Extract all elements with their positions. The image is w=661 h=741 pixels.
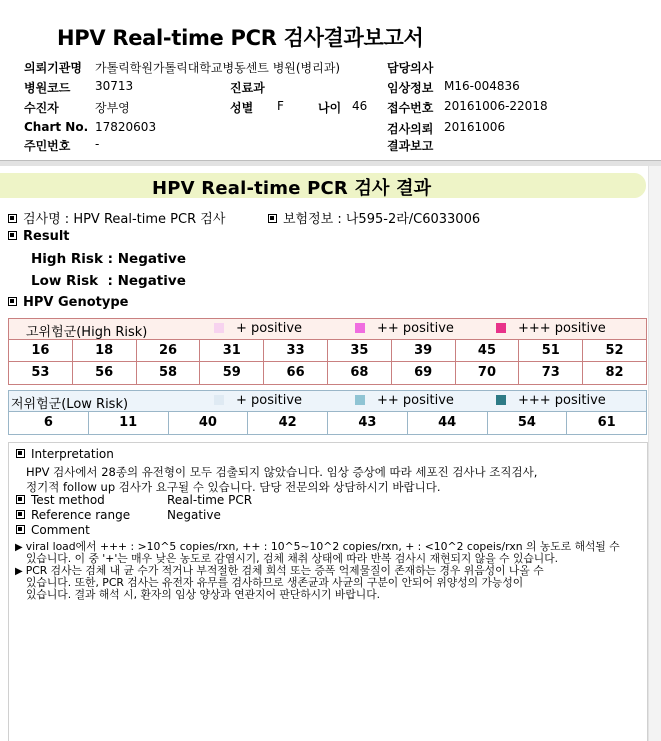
legend-swatch-deep-pink bbox=[496, 323, 506, 333]
legend-swatch-magenta bbox=[355, 323, 365, 333]
insurance-info: 보험정보 : 나595-2라/C6033006 bbox=[283, 212, 481, 227]
field-value-requesting-institution: 가톨릭학원가톨릭대학교병동센트 병원(병리과) bbox=[95, 61, 341, 75]
insurance-line bbox=[268, 208, 480, 227]
field-label-patient: 수진자 bbox=[24, 101, 59, 115]
low-risk-result: Low Risk : Negative bbox=[31, 273, 186, 289]
report-title: HPV Real-time PCR 검사결과보고서 bbox=[57, 26, 424, 50]
genotype-cell: 51 bbox=[519, 340, 583, 361]
genotype-cell: 6 bbox=[9, 412, 89, 434]
genotype-cell: 45 bbox=[456, 340, 520, 361]
legend-plus-plus bbox=[355, 321, 454, 336]
legend-label: +++ positive bbox=[518, 393, 606, 408]
legend-swatch-light-pink bbox=[214, 323, 224, 333]
legend-swatch-dark-teal bbox=[496, 395, 506, 405]
field-label-department: 진료과 bbox=[230, 81, 265, 95]
result-heading-line bbox=[8, 229, 70, 244]
legend-plus-plus bbox=[355, 393, 454, 408]
genotype-cell: 61 bbox=[597, 415, 616, 430]
comment-line-5: 있습니다. 결과 해석 시, 환자의 임상 양상과 연관지어 판단하시기 바랍니다. bbox=[26, 588, 381, 601]
reference-range-value: Negative bbox=[167, 508, 221, 522]
field-label-requesting-institution: 의뢰기관명 bbox=[24, 61, 82, 75]
legend-label: + positive bbox=[236, 393, 303, 408]
comment-text: viral load에서 +++ : >10^5 copies/rxn, ++ : 10^5~10^2 copies/rxn, + : <10^2 copeis/rxn 의 농도로 해석될 수 bbox=[25, 540, 620, 553]
square-bullet-icon bbox=[8, 297, 17, 306]
legend-plus bbox=[214, 393, 302, 408]
square-bullet-icon bbox=[16, 449, 25, 458]
square-bullet-icon bbox=[8, 214, 17, 223]
genotype-cell: 54 bbox=[488, 412, 568, 434]
genotype-cell: 33 bbox=[264, 340, 328, 361]
legend-plus bbox=[214, 321, 302, 336]
comment-line-2: 있습니다. 이 중 '+'는 매우 낮은 농도로 감염시기, 검체 채취 상태에 따라 반복 검사시 재현되지 않을 수 있습니다. bbox=[26, 552, 559, 565]
square-bullet-icon bbox=[16, 510, 25, 519]
genotype-cell: 53 bbox=[9, 362, 73, 384]
test-name: 검사명 : HPV Real-time PCR 검사 bbox=[23, 212, 226, 227]
genotype-heading: HPV Genotype bbox=[23, 295, 129, 310]
legend-label: + positive bbox=[236, 321, 303, 336]
genotype-cell: 42 bbox=[248, 412, 328, 434]
square-bullet-icon bbox=[16, 495, 25, 504]
legend-plus-plus-plus bbox=[496, 321, 606, 336]
field-label-resident-number: 주민번호 bbox=[24, 139, 71, 153]
result-banner-title: HPV Real-time PCR 검사 결과 bbox=[152, 178, 432, 199]
comment-heading-line bbox=[16, 523, 90, 537]
high-risk-rows bbox=[9, 340, 646, 384]
field-label-hospital-code: 병원코드 bbox=[24, 81, 71, 95]
field-value-resident-number: - bbox=[95, 137, 100, 151]
report-header bbox=[0, 0, 661, 160]
test-method-line bbox=[16, 493, 105, 507]
comment-text: PCR 검사는 검체 내 균 수가 적거나 부적절한 검체 희석 또는 증폭 억제물질이 존재하는 경우 위음성이 나올 수 bbox=[25, 564, 544, 577]
field-value-age: 46 bbox=[352, 99, 368, 113]
genotype-cell: 16 bbox=[9, 340, 73, 361]
test-method-value: Real-time PCR bbox=[167, 493, 253, 507]
genotype-cell: 59 bbox=[200, 362, 264, 384]
genotype-cell: 40 bbox=[169, 412, 249, 434]
field-label-chart-no: Chart No. bbox=[24, 120, 89, 134]
genotype-cell: 43 bbox=[328, 412, 408, 434]
genotype-cell: 69 bbox=[392, 362, 456, 384]
triangle-bullet-icon: ▶ bbox=[15, 542, 23, 553]
genotype-cell: 18 bbox=[73, 340, 137, 361]
high-risk-title: 고위험군(High Risk) bbox=[26, 325, 148, 340]
legend-swatch-light-teal bbox=[355, 395, 365, 405]
field-label-clinical-info: 임상정보 bbox=[387, 81, 434, 95]
page-separator bbox=[0, 160, 661, 166]
field-value-sex: F bbox=[277, 99, 284, 113]
interpretation-heading-line bbox=[16, 447, 114, 461]
high-risk-result: High Risk : Negative bbox=[31, 251, 186, 267]
genotype-cell: 73 bbox=[519, 362, 583, 384]
low-risk-title: 저위험군(Low Risk) bbox=[11, 397, 129, 412]
legend-label: +++ positive bbox=[518, 321, 606, 336]
field-value-clinical-info: M16-004836 bbox=[444, 79, 520, 93]
field-value-accession-number: 20161006-22018 bbox=[444, 99, 548, 113]
square-bullet-icon bbox=[16, 525, 25, 534]
result-heading: Result bbox=[23, 229, 70, 244]
low-risk-rows bbox=[9, 412, 646, 434]
low-risk-genotype-table bbox=[8, 390, 647, 435]
comment-line-4: 있습니다. 또한, PCR 검사는 유전자 유무를 검사하므로 생존균과 사균의 구분이 안되어 위양성의 가능성이 bbox=[26, 576, 524, 589]
genotype-cell: 58 bbox=[137, 362, 201, 384]
square-bullet-icon bbox=[8, 231, 17, 240]
genotype-cell: 44 bbox=[408, 412, 488, 434]
genotype-cell: 52 bbox=[605, 343, 624, 358]
genotype-cell: 70 bbox=[456, 362, 520, 384]
legend-plus-plus-plus bbox=[496, 393, 606, 408]
test-name-line bbox=[8, 208, 225, 227]
field-label-report-date: 결과보고 bbox=[387, 139, 434, 153]
genotype-cell: 11 bbox=[89, 412, 169, 434]
genotype-cell: 39 bbox=[392, 340, 456, 361]
reference-range-line bbox=[16, 508, 130, 522]
field-value-chart-no: 17820603 bbox=[95, 120, 157, 134]
field-value-request-date: 20161006 bbox=[444, 120, 506, 134]
genotype-cell: 56 bbox=[73, 362, 137, 384]
legend-label: ++ positive bbox=[377, 321, 454, 336]
field-value-patient: 장부영 bbox=[95, 101, 130, 115]
field-label-request-date: 검사의뢰 bbox=[387, 122, 434, 136]
reference-range-label: Reference range bbox=[31, 508, 131, 522]
comment-heading: Comment bbox=[31, 523, 90, 537]
interpretation-heading: Interpretation bbox=[31, 447, 114, 461]
genotype-cell: 31 bbox=[200, 340, 264, 361]
interpretation-line-2: 정기적 follow up 검사가 요구될 수 있습니다. 담당 전문의와 상담하시기 바랍니다. bbox=[26, 480, 441, 494]
genotype-cell: 82 bbox=[605, 365, 624, 380]
high-risk-table-header bbox=[9, 319, 646, 340]
genotype-cell: 66 bbox=[264, 362, 328, 384]
field-label-attending-doctor: 담당의사 bbox=[387, 61, 434, 75]
genotype-cell: 35 bbox=[328, 340, 392, 361]
square-bullet-icon bbox=[268, 214, 277, 223]
legend-swatch-pale-blue bbox=[214, 395, 224, 405]
test-method-label: Test method bbox=[31, 493, 105, 507]
result-banner bbox=[0, 173, 646, 198]
interpretation-box bbox=[8, 442, 648, 741]
low-risk-table-header bbox=[9, 391, 646, 412]
high-table-row bbox=[9, 340, 646, 362]
high-risk-genotype-table bbox=[8, 318, 647, 385]
field-label-age: 나이 bbox=[318, 101, 342, 115]
high-table-row bbox=[9, 362, 646, 384]
legend-label: ++ positive bbox=[377, 393, 454, 408]
genotype-heading-line bbox=[8, 295, 128, 310]
field-label-accession-number: 접수번호 bbox=[387, 101, 434, 115]
genotype-cell: 26 bbox=[137, 340, 201, 361]
low-table-row bbox=[9, 412, 646, 434]
vertical-scrollbar[interactable] bbox=[648, 166, 661, 741]
field-label-sex: 성별 bbox=[230, 101, 254, 115]
field-value-hospital-code: 30713 bbox=[95, 79, 134, 93]
genotype-cell: 68 bbox=[328, 362, 392, 384]
interpretation-line-1: HPV 검사에서 28종의 유전형이 모두 검출되지 않았습니다. 임상 증상에 따라 세포진 검사나 조직검사, bbox=[26, 465, 538, 479]
triangle-bullet-icon: ▶ bbox=[15, 566, 23, 577]
